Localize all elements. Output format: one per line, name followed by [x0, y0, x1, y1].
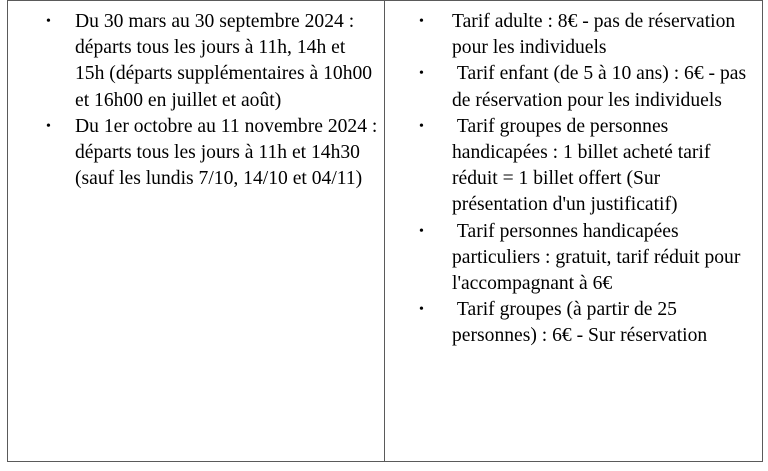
departure-period-spring-summer: Du 30 mars au 30 septembre 2024 : départs tous les jours à 11h, 14h et 15h (départs supplémentaires à 10h00 et 16h00 en juillet et août): [75, 11, 373, 111]
table-row: [8, 1, 763, 462]
departures-list: [8, 1, 384, 192]
list-item: [385, 9, 762, 61]
list-item: [385, 61, 762, 113]
pricing-list: [385, 1, 762, 350]
list-item: [385, 297, 762, 349]
pricing-cell: [385, 1, 763, 462]
bullet-icon: •: [419, 302, 424, 318]
price-groups: Tarif groupes (à partir de 25 personnes) : 6€ - Sur réservation: [452, 299, 708, 347]
departure-period-autumn: Du 1er octobre au 11 novembre 2024 : départs tous les jours à 11h et 14h30 (sauf les lundis 7/10, 14/10 et 04/11): [75, 115, 378, 190]
list-item: [8, 9, 384, 114]
schedule-pricing-table: [7, 0, 763, 462]
list-item: [385, 219, 762, 298]
departures-cell: [8, 1, 385, 462]
list-item: [8, 114, 384, 193]
bullet-icon: •: [46, 14, 51, 29]
bullet-icon: •: [419, 223, 424, 239]
price-disabled-individuals: Tarif personnes handicapées particuliers : gratuit, tarif réduit pour l'accompagnant à 6€: [452, 220, 746, 295]
list-item: [385, 114, 762, 219]
bullet-icon: •: [419, 14, 424, 29]
bullet-icon: •: [46, 118, 51, 134]
bullet-icon: •: [419, 118, 424, 134]
price-child: Tarif enfant (de 5 à 10 ans) : 6€ - pas de réservation pour les individuels: [452, 63, 751, 111]
bullet-icon: •: [419, 66, 424, 82]
price-adult: Tarif adulte : 8€ - pas de réservation pour les individuels: [452, 11, 741, 59]
price-disabled-groups: Tarif groupes de personnes handicapées : 1 billet acheté tarif réduit = 1 billet offert (Sur présentation d'un justificatif): [452, 115, 716, 216]
